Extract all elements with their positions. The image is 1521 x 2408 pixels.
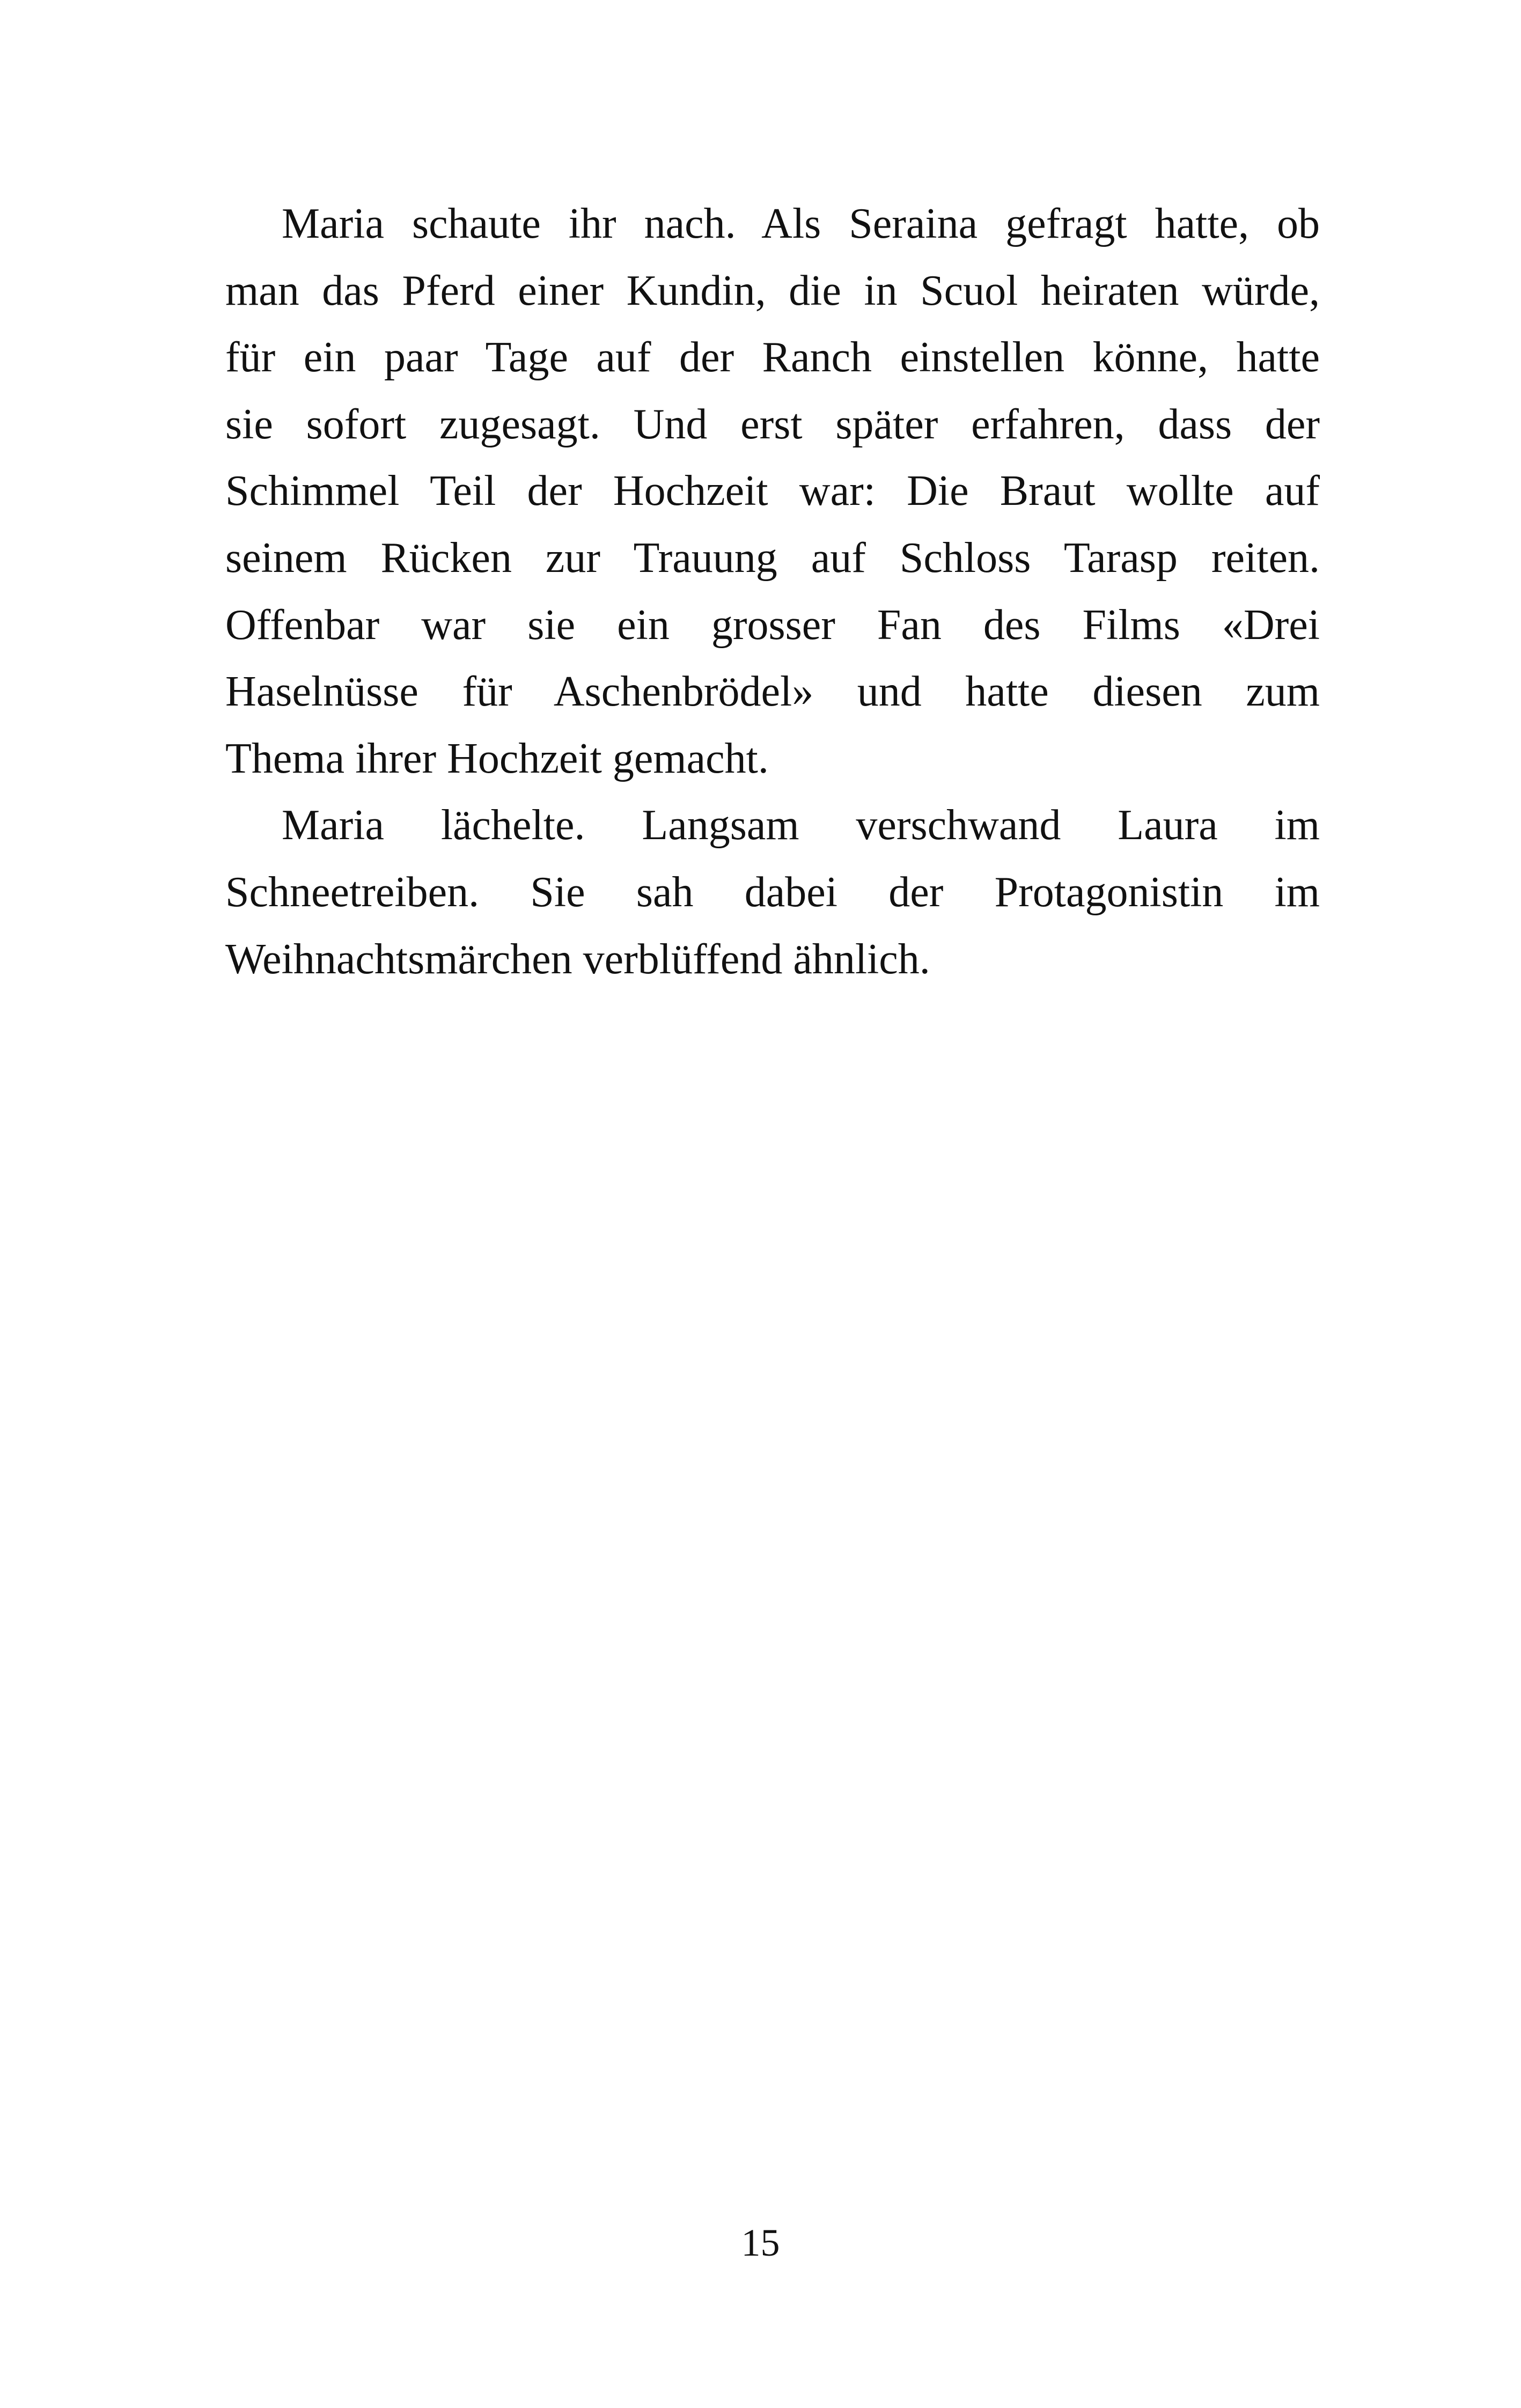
text-line: Schneetreiben. Sie sah dabei der Protagonistin im [225, 868, 1320, 916]
text-line: Schimmel Teil der Hochzeit war: Die Braut wollte auf [225, 467, 1320, 515]
text-line: Haselnüsse für Aschenbrödel» und hatte diesen zum [225, 668, 1320, 716]
page-number: 15 [741, 2221, 780, 2264]
text-line: Thema ihrer Hochzeit gemacht. [225, 735, 769, 782]
paragraph [225, 190, 1320, 792]
text-line: sie sofort zugesagt. Und erst später erfahren, dass der [225, 400, 1320, 448]
text-line: Offenbar war sie ein grosser Fan des Films «Drei [225, 601, 1320, 649]
paragraph [225, 792, 1320, 993]
text-line: man das Pferd einer Kundin, die in Scuol heiraten würde, [225, 267, 1320, 314]
text-line: für ein paar Tage auf der Ranch einstellen könne, hatte [225, 334, 1320, 381]
text-line: Maria lächelte. Langsam verschwand Laura im [282, 802, 1320, 849]
text-line: Maria schaute ihr nach. Als Seraina gefragt hatte, ob [282, 200, 1320, 247]
text-line: Weihnachtsmärchen verblüffend ähnlich. [225, 935, 930, 983]
text-line: seinem Rücken zur Trauung auf Schloss Tarasp reiten. [225, 534, 1320, 582]
body-text [225, 190, 1320, 993]
